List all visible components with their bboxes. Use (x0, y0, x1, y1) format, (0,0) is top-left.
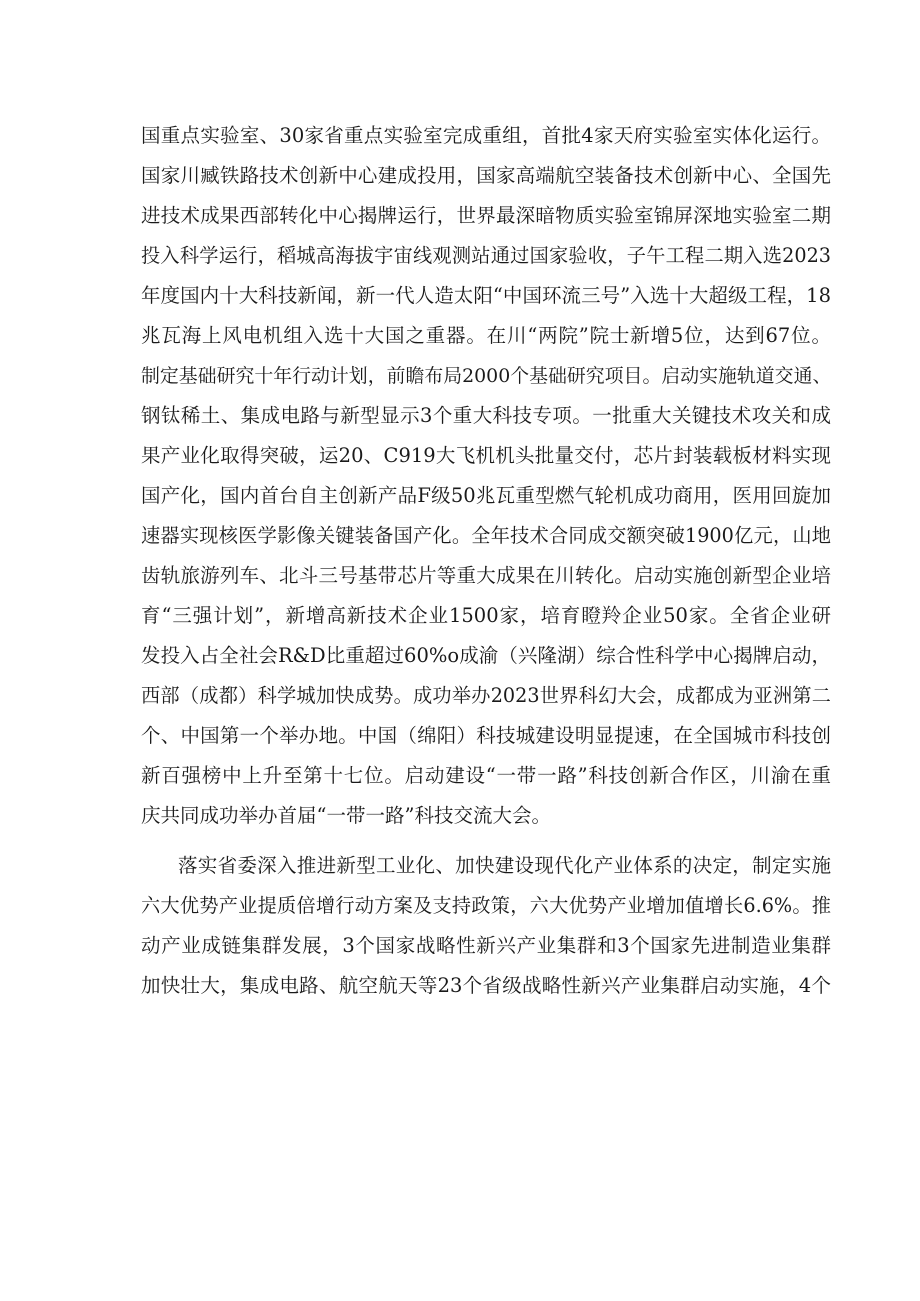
paragraph-spacer (141, 836, 831, 846)
text-line: 国家川臧铁路技术创新中心建成投用，国家高端航空装备技术创新中心、全国先 (141, 164, 831, 187)
text-line: 果产业化取得突破，运20、C919大飞机机头批量交付，芯片封装载板材料实现 (141, 444, 831, 467)
text-line: 速器实现核医学影像关键装备国产化。全年技术合同成交额突破1900亿元，山地 (141, 524, 831, 547)
body-text (141, 116, 831, 1006)
text-line: 加快壮大，集成电路、航空航天等23个省级战略性新兴产业集群启动实施，4个 (141, 974, 831, 997)
text-line: 六大优势产业提质倍增行动方案及支持政策，六大优势产业增加值增长6.6%。推 (141, 894, 831, 917)
text-line: 新百强榜中上升至第十七位。启动建设“一带一路”科技创新合作区，川渝在重 (141, 764, 831, 787)
text-line: 兆瓦海上风电机组入选十大国之重器。在川“两院”院士新增5位，达到67位。 (141, 324, 831, 347)
paragraph-2 (141, 846, 831, 1006)
text-line: 国产化，国内首台自主创新产品F级50兆瓦重型燃气轮机成功商用，医用回旋加 (141, 484, 831, 507)
text-line: 年度国内十大科技新闻，新一代人造太阳“中国环流三号”入选十大超级工程，18 (141, 284, 831, 307)
text-line: 动产业成链集群发展，3个国家战略性新兴产业集群和3个国家先进制造业集群 (141, 934, 831, 957)
text-line: 制定基础研究十年行动计划，前瞻布局2000个基础研究项目。启动实施轨道交通、 (141, 365, 832, 387)
text-line: 西部（成都）科学城加快成势。成功举办2023世界科幻大会，成都成为亚洲第二 (141, 684, 831, 707)
text-line: 庆共同成功举办首届“一带一路”科技交流大会。 (141, 804, 551, 827)
text-line: 国重点实验室、30家省重点实验室完成重组，首批4家天府实验室实体化运行。 (141, 124, 831, 147)
text-line: 落实省委深入推进新型工业化、加快建设现代化产业体系的决定，制定实施 (178, 854, 831, 877)
text-line: 齿轨旅游列车、北斗三号基带芯片等重大成果在川转化。启动实施创新型企业培 (141, 564, 831, 587)
text-line: 育“三强计划”，新增高新技术企业1500家，培育瞪羚企业50家。全省企业研 (141, 604, 831, 627)
text-line: 发投入占全社会R&D比重超过60%o成渝（兴隆湖）综合性科学中心揭牌启动， (141, 644, 831, 667)
text-line: 钢钛稀土、集成电路与新型显示3个重大科技专项。一批重大关键技术攻关和成 (141, 404, 831, 427)
text-line: 个、中国第一个举办地。中国（绵阳）科技城建设明显提速，在全国城市科技创 (141, 724, 831, 747)
paragraph-1 (141, 116, 831, 836)
text-line: 投入科学运行，稻城高海拔宇宙线观测站通过国家验收，子午工程二期入选2023 (141, 244, 831, 267)
text-line: 进技术成果西部转化中心揭牌运行，世界最深暗物质实验室锦屏深地实验室二期 (141, 204, 831, 227)
